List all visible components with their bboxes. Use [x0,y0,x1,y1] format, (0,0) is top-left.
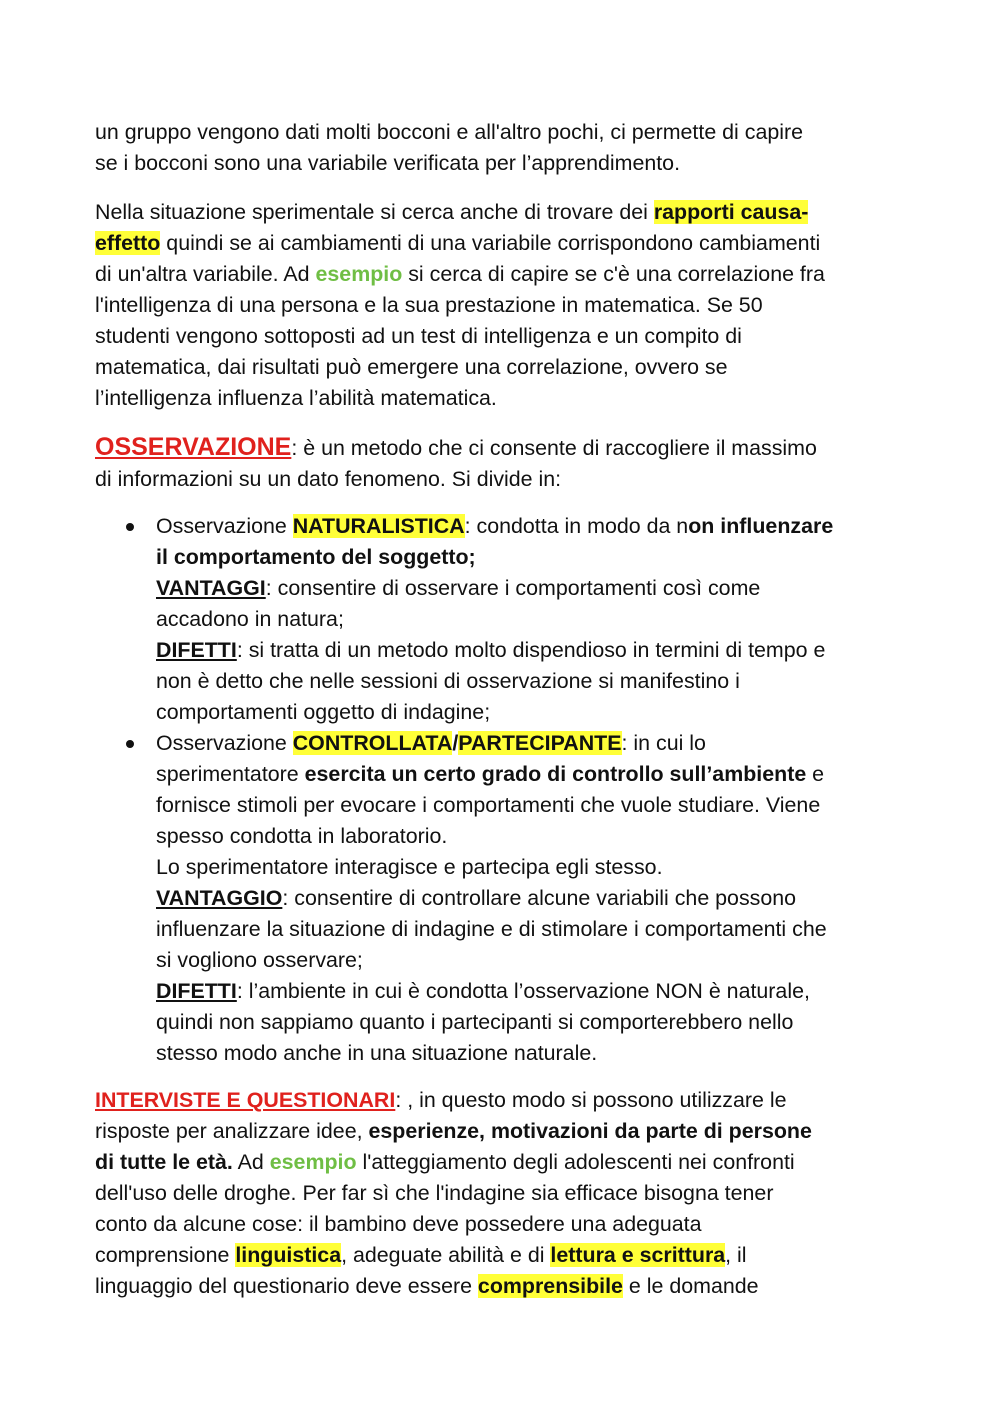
text: l'atteggiamento degli adolescenti nei confronti [356,1150,795,1174]
bold-text: on influenzare [688,514,834,538]
text: dell'uso delle droghe. Per far sì che l'indagine sia efficace bisogna tener [95,1181,774,1205]
text: : , in questo modo si possono utilizzare le [395,1088,787,1112]
label-difetti: DIFETTI [156,638,237,662]
osservazione-list [95,511,910,1069]
text: : si tratta di un metodo molto dispendioso in termini di tempo e [236,638,826,662]
paragraph-bocconi [95,117,910,179]
label-vantaggi: VANTAGGI [156,576,266,600]
text: Ad [232,1150,270,1174]
text: : l’ambiente in cui è condotta l’osservazione NON è naturale, [236,979,810,1003]
text: l'intelligenza di una persona e la sua prestazione in matematica. Se 50 [95,293,763,317]
paragraph-interviste [95,1085,910,1302]
label-difetti: DIFETTI [156,979,237,1003]
highlight-partecipante: PARTECIPANTE [458,731,622,755]
text: sperimentatore [156,762,305,786]
text: di informazioni su un dato fenomeno. Si divide in: [95,467,562,491]
heading-osservazione: OSSERVAZIONE [95,433,292,461]
text: e [806,762,825,786]
text: non è detto che nelle sessioni di osservazione si manifestino i [156,669,740,693]
text: Osservazione [156,731,293,755]
text: si cerca di capire se c'è una correlazione fra [402,262,825,286]
text: l’intelligenza influenza l’abilità matematica. [95,386,497,410]
bullet-icon [126,523,134,531]
highlight-naturalistica: NATURALISTICA [292,514,465,538]
text: : condotta in modo da n [464,514,689,538]
text: influenzare la situazione di indagine e di stimolare i comportamenti che [156,917,827,941]
text: se i bocconi sono una variabile verificata per l’apprendimento. [95,151,681,175]
text: quindi se ai cambiamenti di una variabile corrispondono cambiamenti [160,231,821,255]
list-item-naturalistica [95,511,910,728]
text: Nella situazione sperimentale si cerca anche di trovare dei [95,200,654,224]
text: quindi non sappiamo quanto i partecipanti si comporterebbero nello [156,1010,794,1034]
highlight-rapporti-causa: rapporti causa- [653,200,809,224]
text: studenti vengono sottoposti ad un test di intelligenza e un compito di [95,324,742,348]
bold-text: di tutte le età. [95,1150,233,1174]
green-esempio: esempio [315,262,403,286]
text: spesso condotta in laboratorio. [156,824,448,848]
bold-text: il comportamento del soggetto; [156,545,476,569]
paragraph-osservazione [95,432,910,495]
text: : in cui lo [621,731,706,755]
text: accadono in natura; [156,607,344,631]
paragraph-situazione-sperimentale [95,197,910,414]
text: conto da alcune cose: il bambino deve possedere una adeguata [95,1212,702,1236]
green-esempio: esempio [269,1150,357,1174]
text: Lo sperimentatore interagisce e partecipa egli stesso. [156,855,663,879]
label-vantaggio: VANTAGGIO [156,886,283,910]
text: Osservazione [156,514,293,538]
text: linguaggio del questionario deve essere [95,1274,478,1298]
list-item-controllata [95,728,910,1069]
text: di un'altra variabile. Ad [95,262,316,286]
bold-text: esercita un certo grado di controllo sull’ambiente [304,762,807,786]
text: : consentire di osservare i comportamenti così come [265,576,761,600]
text: un gruppo vengono dati molti bocconi e all'altro pochi, ci permette di capire [95,120,804,144]
text: e le domande [622,1274,759,1298]
text: fornisce stimoli per evocare i comportamenti che vuole studiare. Viene [156,793,821,817]
bullet-icon [126,740,134,748]
text: matematica, dai risultati può emergere una correlazione, ovvero se [95,355,728,379]
heading-interviste-questionari: INTERVISTE E QUESTIONARI [95,1088,396,1112]
text: comportamenti oggetto di indagine; [156,700,491,724]
highlight-effetto: effetto [95,231,161,255]
text: , il [725,1243,747,1267]
text: si vogliono osservare; [156,948,363,972]
highlight-lettura-scrittura: lettura e scrittura [550,1243,726,1267]
text: , adeguate abilità e di [341,1243,551,1267]
text: risposte per analizzare idee, [95,1119,369,1143]
highlight-controllata: CONTROLLATA [292,731,453,755]
text: comprensione [95,1243,236,1267]
document-body [95,117,910,1302]
text: : consentire di controllare alcune variabili che possono [282,886,797,910]
text: : è un metodo che ci consente di raccogliere il massimo [291,436,817,460]
highlight-linguistica: linguistica [235,1243,342,1267]
highlight-comprensibile: comprensibile [477,1274,623,1298]
text: stesso modo anche in una situazione naturale. [156,1041,598,1065]
bold-text: / [452,731,459,755]
bold-text: esperienze, motivazioni da parte di persone [368,1119,812,1143]
